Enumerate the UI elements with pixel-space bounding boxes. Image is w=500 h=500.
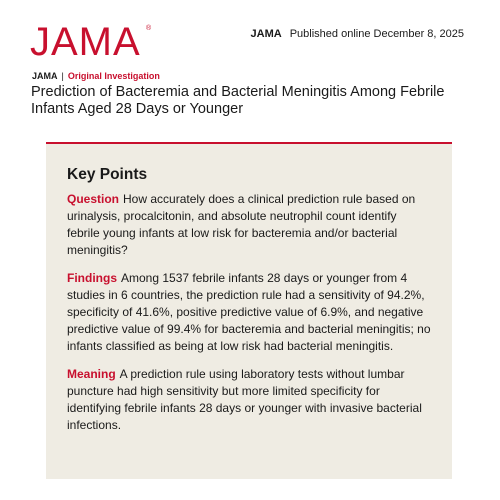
key-point-question	[67, 191, 432, 259]
key-point-label: Question	[67, 192, 120, 206]
publication-journal: JAMA	[250, 28, 282, 40]
article-type-separator: |	[61, 71, 64, 81]
key-point-findings	[67, 270, 432, 355]
key-point-text: How accurately does a clinical prediction rule based on urinalysis, procalcitonin, and absolute neutrophil count identify febrile young infants at low risk for bacteremia and/or bacterial meningitis?	[67, 192, 416, 257]
publication-date: Published online December 8, 2025	[289, 28, 464, 40]
article-type: Original Investigation	[67, 71, 160, 81]
article-journal: JAMA	[32, 71, 58, 81]
key-point-text: Among 1537 febrile infants 28 days or younger from 4 studies in 6 countries, the prediction rule had a sensitivity of 94.2%, specificity of 41.6%, positive predictive value of 6.9%, and negative predictive value of 99.4% for bacteremia and bacterial meningitis; no infants classified as being at low risk had bacterial meningitis.	[67, 271, 431, 353]
publication-line	[251, 27, 464, 41]
key-points-box	[46, 142, 452, 479]
registered-mark: ®	[146, 25, 152, 32]
key-point-label: Meaning	[67, 367, 116, 381]
key-point-text: A prediction rule using laboratory tests without lumbar puncture had high sensitivity but more limited specificity for identifying febrile infants 28 days or younger with invasive bacterial infections.	[67, 367, 422, 432]
key-points-heading: Key Points	[67, 166, 148, 183]
key-point-meaning	[67, 366, 432, 434]
article-type-line	[32, 70, 160, 82]
key-point-label: Findings	[67, 271, 117, 285]
article-title: Prediction of Bacteremia and Bacterial Meningitis Among Febrile Infants Aged 28 Days or Younger	[31, 84, 445, 117]
jama-logo: JAMA	[30, 20, 141, 64]
